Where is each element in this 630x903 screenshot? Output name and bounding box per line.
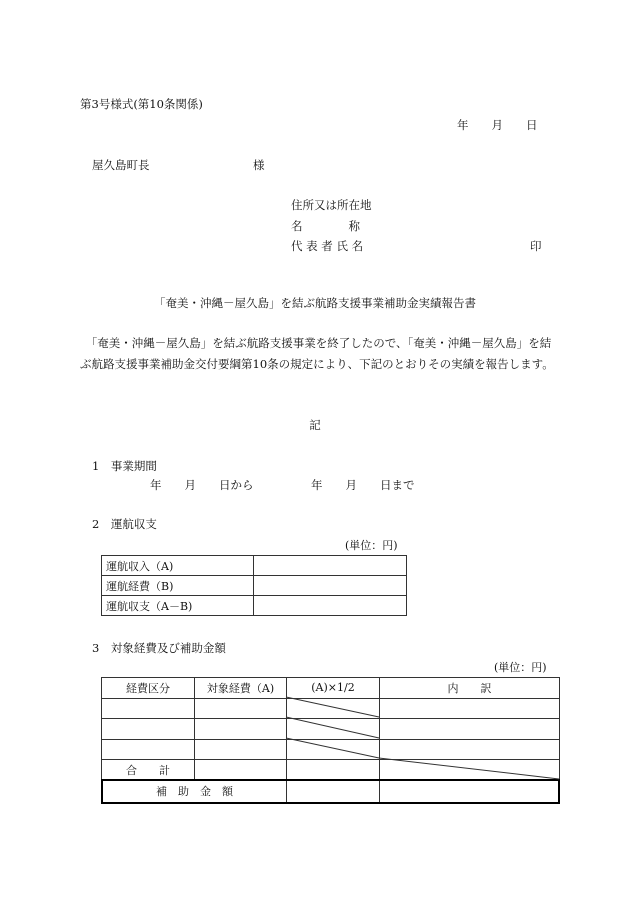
category-cell[interactable]	[102, 739, 195, 760]
section2-unit: (単位：円)	[345, 539, 398, 552]
form-number: 第3号様式(第10条関係)	[80, 97, 203, 111]
value-cell[interactable]	[254, 556, 407, 576]
table-header-row	[102, 678, 560, 699]
half-cell-struck	[287, 698, 380, 719]
subsidy-amount-label: 補 助 金 額	[103, 781, 287, 802]
total-row	[102, 760, 560, 781]
table-row	[102, 596, 407, 616]
section1-heading: 1 事業期間	[92, 459, 157, 473]
half-cell-struck	[287, 739, 380, 760]
operating-balance-table	[101, 555, 407, 616]
total-half-cell[interactable]	[287, 760, 380, 781]
value-cell[interactable]	[254, 596, 407, 616]
total-breakdown-struck	[380, 760, 560, 781]
table-row	[102, 698, 560, 719]
header-target-expense: 対象経費（A)	[195, 678, 287, 699]
address-label: 住所又は所在地	[291, 198, 372, 212]
body-paragraph: 「奄美・沖縄－屋久島」を結ぶ航路支援事業を終了したので、「奄美・沖縄－屋久島」を結ぶ航路支援事業補助金交付要綱第10条の規定により、下記のとおりその実績を報告します。	[80, 336, 554, 371]
ki-label: 記	[309, 418, 321, 432]
table-row	[102, 739, 560, 760]
section3-heading: 3 対象経費及び補助金額	[92, 641, 226, 655]
row-label: 運航経費（B)	[102, 576, 254, 596]
name-label: 名 称	[291, 219, 360, 233]
header-half-amount: (A)×1/2	[287, 678, 380, 699]
section2-heading: 2 運航収支	[92, 517, 157, 531]
subsidy-amount-row	[101, 779, 560, 804]
expense-cell[interactable]	[195, 719, 287, 740]
subsidy-amount-note[interactable]	[380, 781, 558, 802]
breakdown-cell[interactable]	[380, 698, 560, 719]
value-cell[interactable]	[254, 576, 407, 596]
table-row	[102, 719, 560, 740]
table-row	[102, 556, 407, 576]
expense-cell[interactable]	[195, 698, 287, 719]
document-title: 「奄美・沖縄－屋久島」を結ぶ航路支援事業補助金実績報告書	[154, 296, 476, 310]
category-cell[interactable]	[102, 698, 195, 719]
addressee: 屋久島町長 様	[92, 158, 265, 172]
seal-mark: 印	[530, 239, 542, 253]
table-row	[102, 576, 407, 596]
category-cell[interactable]	[102, 719, 195, 740]
subsidy-amount-value[interactable]	[287, 781, 380, 802]
expense-cell[interactable]	[195, 739, 287, 760]
header-expense-category: 経費区分	[102, 678, 195, 699]
subsidy-table	[101, 677, 560, 781]
date-line: 年 月 日	[457, 118, 538, 132]
breakdown-cell[interactable]	[380, 719, 560, 740]
header-breakdown: 内 訳	[380, 678, 560, 699]
section3-unit: (単位：円)	[494, 661, 547, 674]
total-expense-cell[interactable]	[195, 760, 287, 781]
section1-period: 年 月 日から 年 月 日まで	[150, 478, 415, 492]
breakdown-cell[interactable]	[380, 739, 560, 760]
row-label: 運航収支（A－B)	[102, 596, 254, 616]
row-label: 運航収入（A)	[102, 556, 254, 576]
total-label: 合 計	[102, 760, 195, 781]
half-cell-struck	[287, 719, 380, 740]
representative-label: 代 表 者 氏 名	[291, 239, 364, 253]
